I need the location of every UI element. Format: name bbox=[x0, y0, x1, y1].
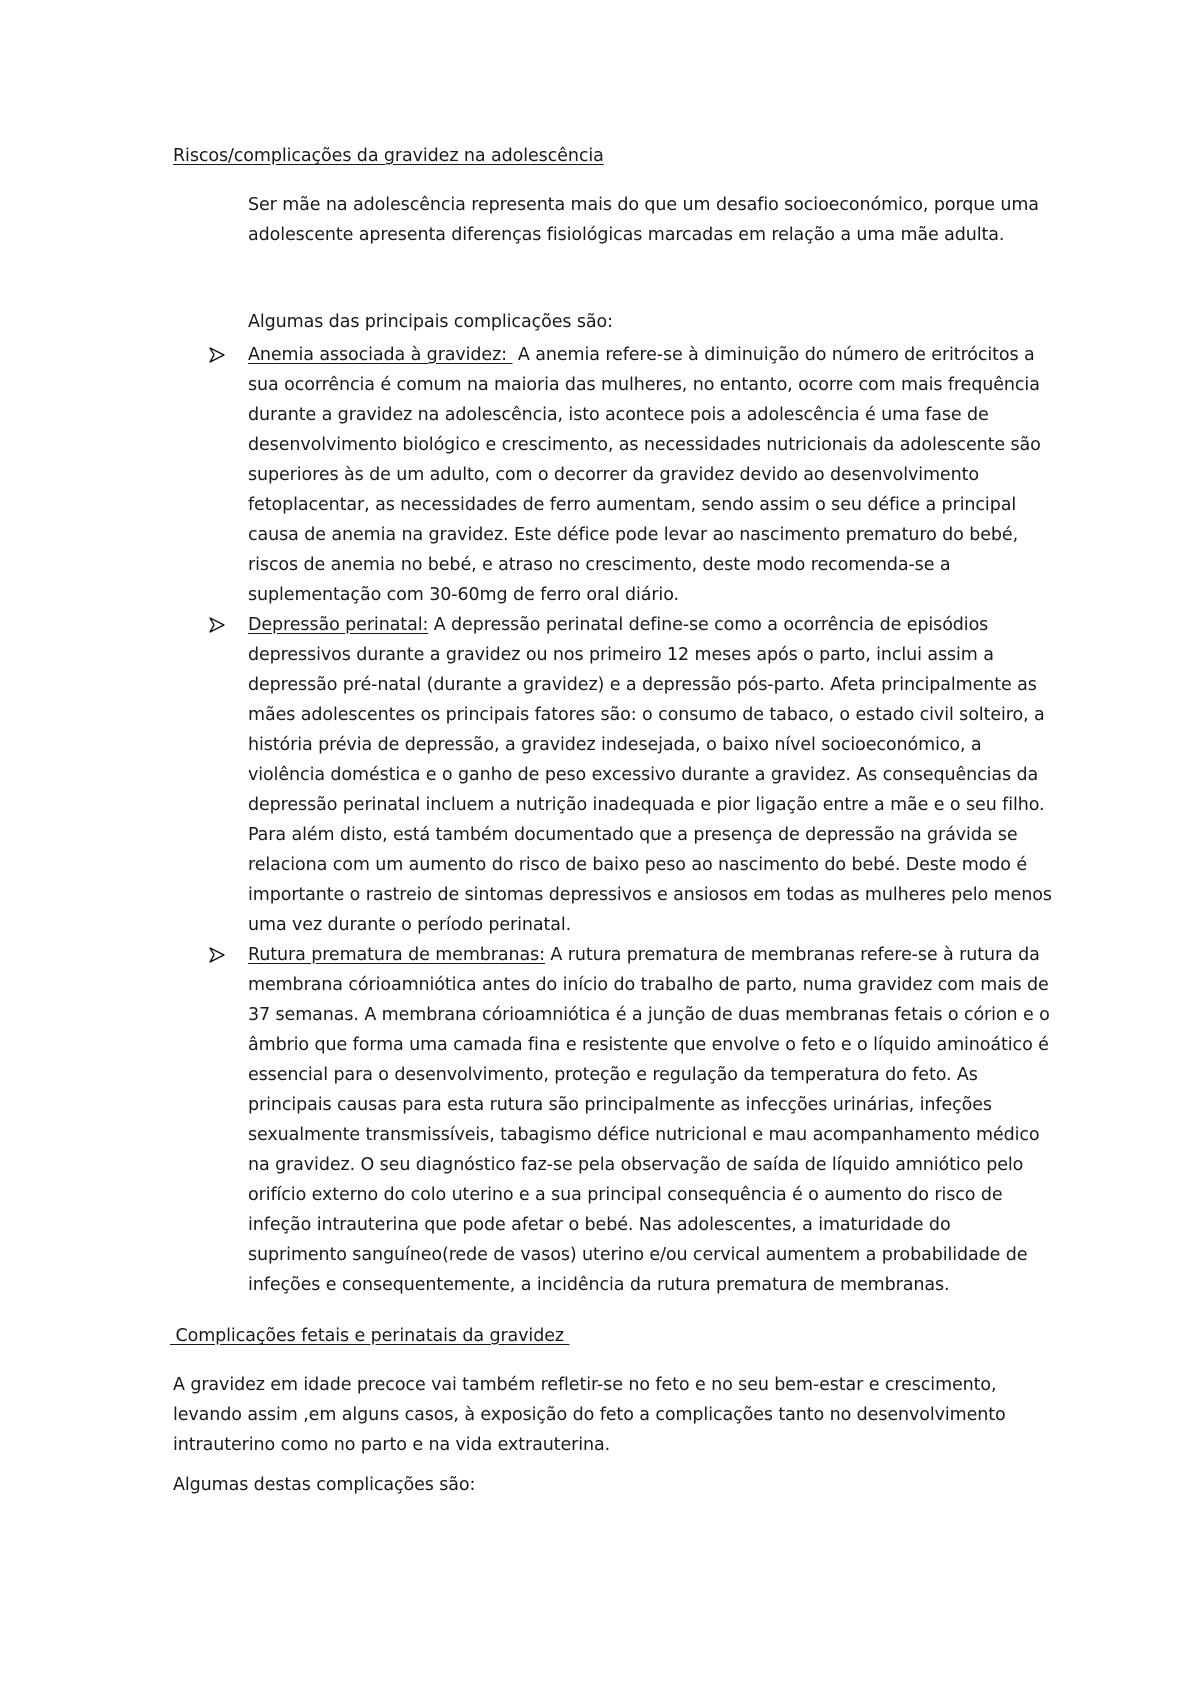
section-heading-fetal: Complicações fetais e perinatais da gravidez bbox=[170, 1326, 570, 1346]
section-heading-risks: Riscos/complicações da gravidez na adolescência bbox=[173, 146, 604, 166]
arrowhead-bullet-icon bbox=[209, 947, 225, 963]
list-item-perinatal-depression bbox=[0, 610, 1053, 940]
complications-lead: Algumas das principais complicações são: bbox=[248, 312, 613, 332]
complications-list bbox=[0, 340, 1200, 1300]
arrowhead-bullet-icon bbox=[209, 347, 225, 363]
list-item-term: Depressão perinatal: bbox=[248, 615, 429, 635]
intro-paragraph: Ser mãe na adolescência representa mais do que um desafio socioeconómico, porque uma adolescente apresenta diferenças fisiológicas marcadas em relação a uma mãe adulta. bbox=[248, 195, 1039, 245]
list-item-term: Rutura prematura de membranas: bbox=[248, 945, 545, 965]
list-item-text: A depressão perinatal define-se como a ocorrência de episódios depressivos durante a gravidez ou nos primeiro 12 meses após o parto, inclui assim a depressão pré-natal (durante a gravidez) e a depressão pós-parto. Afeta principalmente as mães adolescentes os principais fatores são: o consumo de tabaco, o estado civil solteiro, a história prévia de depressão, a gravidez indesejada, o baixo nível socioeconómico, a violência doméstica e o ganho de peso excessivo durante a gravidez. As consequências da depressão perinatal incluem a nutrição inadequada e pior ligação entre a mãe e o seu filho. Para além disto, está também documentado que a presença de depressão na grávida se relaciona com um aumento do risco de baixo peso ao nascimento do bebé. Deste modo é importante o rastreio de sintomas depressivos e ansiosos em todas as mulheres pelo menos uma vez durante o período perinatal. bbox=[248, 615, 1052, 935]
fetal-complications-lead: Algumas destas complicações são: bbox=[173, 1475, 476, 1495]
arrowhead-bullet-icon bbox=[209, 617, 225, 633]
list-item-membrane-rupture bbox=[0, 940, 1053, 1300]
list-item-term: Anemia associada à gravidez: bbox=[248, 345, 513, 365]
list-item-text: A anemia refere-se à diminuição do número de eritrócitos a sua ocorrência é comum na maioria das mulheres, no entanto, ocorre com mais frequência durante a gravidez na adolescência, isto acontece pois a adolescência é uma fase de desenvolvimento biológico e crescimento, as necessidades nutricionais da adolescente são superiores às de um adulto, com o decorrer da gravidez devido ao desenvolvimento fetoplacentar, as necessidades de ferro aumentam, sendo assim o seu défice a principal causa de anemia na gravidez. Este défice pode levar ao nascimento prematuro do bebé, riscos de anemia no bebé, e atraso no crescimento, deste modo recomenda-se a suplementação com 30-60mg de ferro oral diário. bbox=[248, 345, 1041, 605]
list-item-anemia bbox=[0, 340, 1053, 610]
fetal-paragraph: A gravidez em idade precoce vai também refletir-se no feto e no seu bem-estar e crescimento, levando assim ,em alguns casos, à exposição do feto a complicações tanto no desenvolvimento intrauterino como no parto e na vida extrauterina. bbox=[173, 1375, 1006, 1455]
list-item-text: A rutura prematura de membranas refere-se à rutura da membrana córioamniótica antes do início do trabalho de parto, numa gravidez com mais de 37 semanas. A membrana córioamniótica é a junção de duas membranas fetais o córion e o âmbrio que forma uma camada fina e resistente que envolve o feto e o líquido aminoático é essencial para o desenvolvimento, proteção e regulação da temperatura do feto. As principais causas para esta rutura são principalmente as infecções urinárias, infeções sexualmente transmissíveis, tabagismo défice nutricional e mau acompanhamento médico na gravidez. O seu diagnóstico faz-se pela observação de saída de líquido amniótico pelo orifício externo do colo uterino e a sua principal consequência é o aumento do risco de infeção intrauterina que pode afetar o bebé. Nas adolescentes, a imaturidade do suprimento sanguíneo(rede de vasos) uterino e/ou cervical aumentem a probabilidade de infeções e consequentemente, a incidência da rutura prematura de membranas. bbox=[248, 945, 1050, 1295]
